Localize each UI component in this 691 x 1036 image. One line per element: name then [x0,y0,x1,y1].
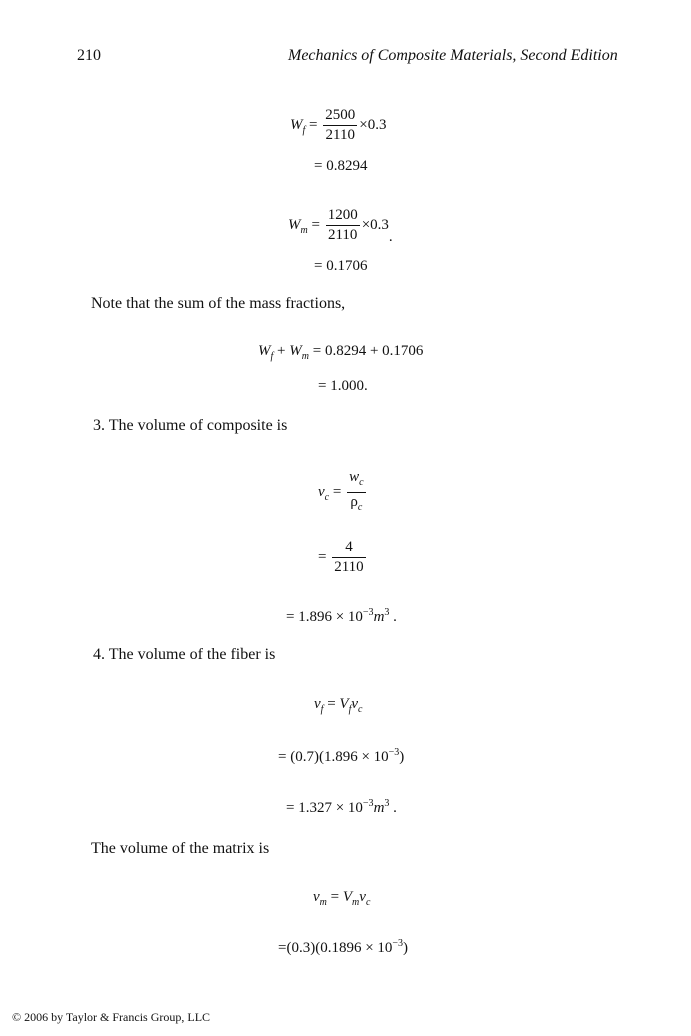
paragraph-mass-fractions: Note that the sum of the mass fractions, [91,295,346,312]
fraction-wf: $\frac{2500}{2110}$ [325,107,356,143]
equation-sum: $W_f + W_m = 0.8294 + 0.1706$ [258,343,424,362]
fraction-vc: $\frac{w_c}{\rho_c}$ [349,469,364,513]
equation-wm-result: = 0.1706 [314,258,368,274]
page-number: 210 [77,47,101,64]
equation-vc-value: = $\frac{4}{2110}$ [318,539,364,575]
copyright-footer: © 2006 by Taylor & Francis Group, LLC [12,1010,211,1024]
paragraph-matrix-volume: The volume of the matrix is [91,840,270,857]
equation-wm: $W_m$ = $\frac{1200}{2110}$ ×0.3. [288,207,393,245]
list-item-4: 4. The volume of the fiber is [93,646,276,663]
equation-vc-result: = $1.896 \times 10^{-3}m^3$ . [286,607,397,625]
fraction-wm: $\frac{1200}{2110}$ [327,207,358,243]
equation-sum-result: = 1.000. [318,378,368,394]
running-title: Mechanics of Composite Materials, Second Edition [288,47,618,64]
equation-wf: $W_f$ = $\frac{2500}{2110}$ ×0.3 [290,107,387,143]
equation-vf-result: = $1.327 \times 10^{-3}m^3$ . [286,798,397,816]
fraction-vc-value: $\frac{4}{2110}$ [334,539,364,575]
equation-vm-substitution: $=(0.3)(0.1896 \times 10^{-3})$ [278,938,409,956]
equation-vf-substitution: = $(0.7)(1.896 \times 10^{-3})$ [278,747,405,765]
equation-wf-result: = 0.8294 [314,158,368,174]
list-item-3: 3. The volume of composite is [93,417,288,434]
equation-vf: $v_f = V_fv_c$ [314,696,363,715]
equation-vc: $v_c$ = $\frac{w_c}{\rho_c}$ [318,468,368,517]
equation-vm: $v_m = V_mv_c$ [313,889,371,908]
